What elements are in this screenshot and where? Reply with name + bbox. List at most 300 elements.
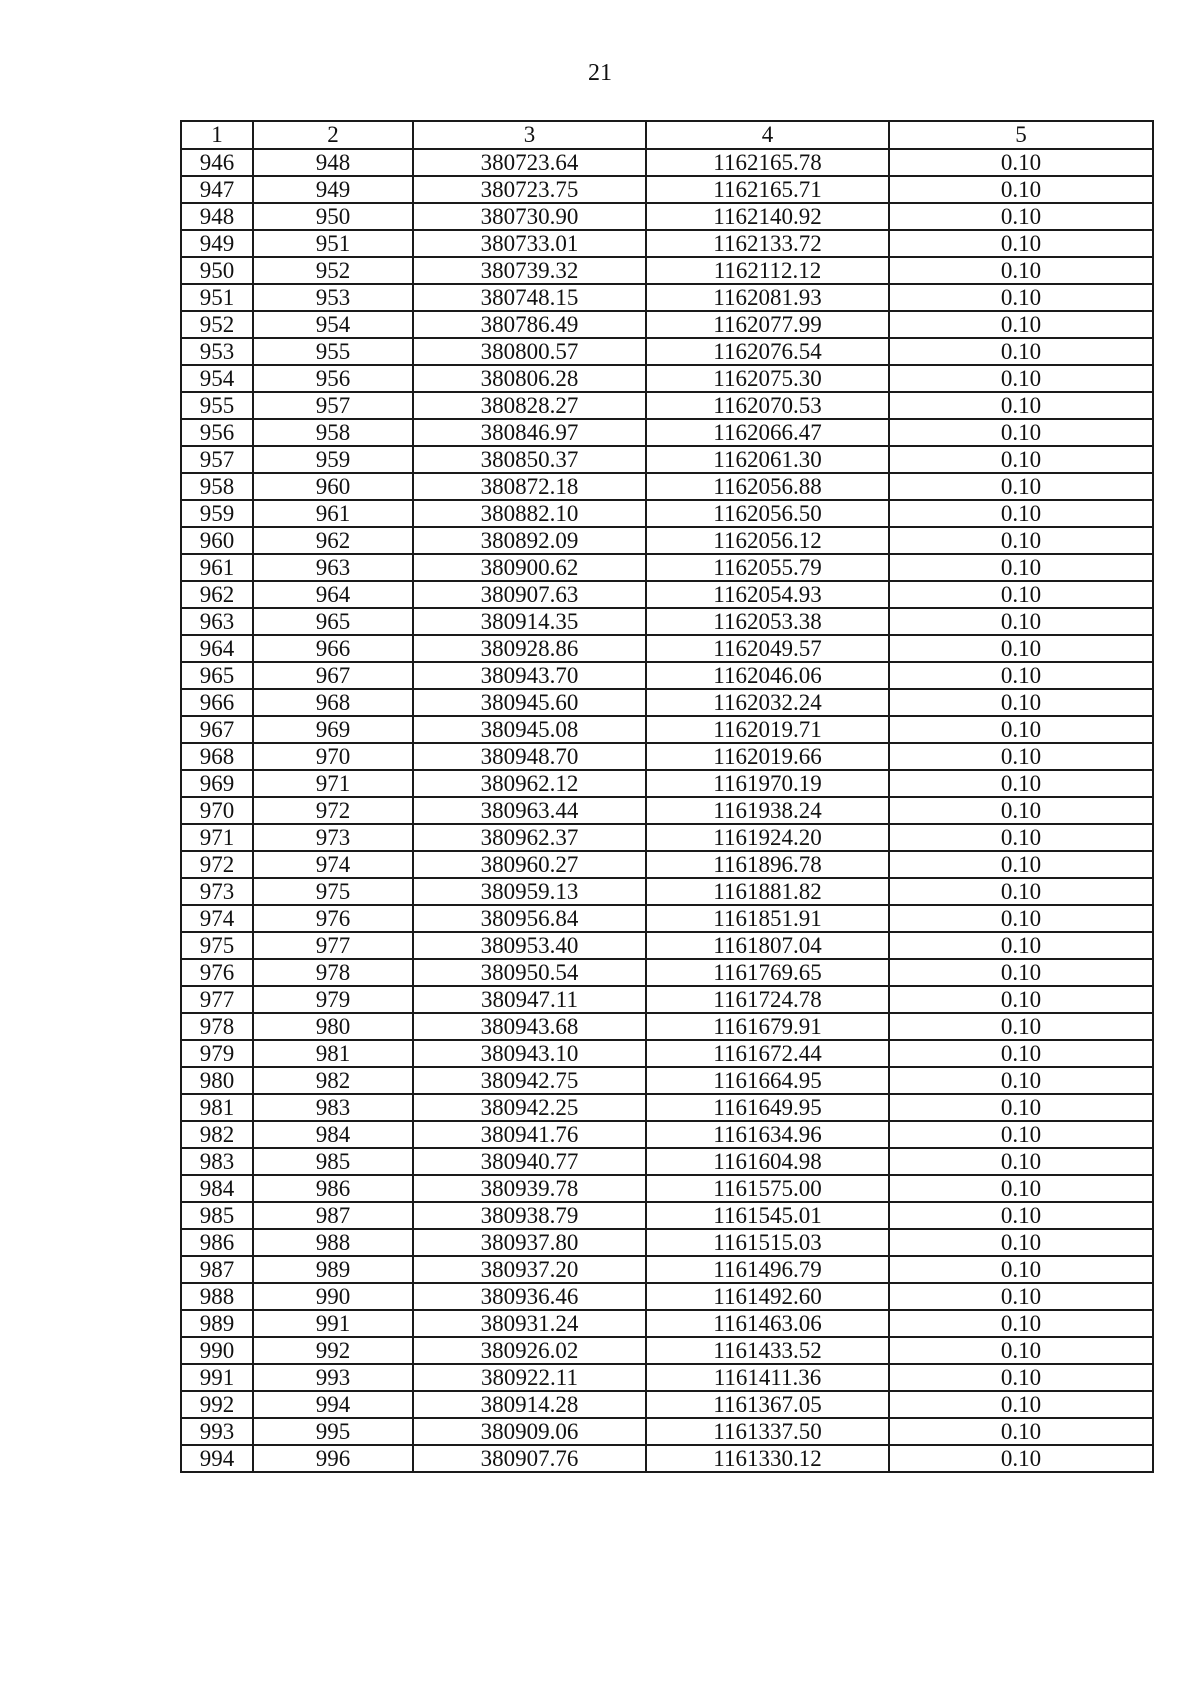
table-cell: 959 <box>181 500 253 527</box>
table-cell: 1161433.52 <box>646 1337 889 1364</box>
table-cell: 380956.84 <box>413 905 646 932</box>
table-row <box>181 527 1153 554</box>
table-cell: 950 <box>181 257 253 284</box>
table-cell: 980 <box>253 1013 413 1040</box>
table-row <box>181 635 1153 662</box>
table-cell: 380850.37 <box>413 446 646 473</box>
table-cell: 380937.80 <box>413 1229 646 1256</box>
table-cell: 948 <box>181 203 253 230</box>
table-cell: 0.10 <box>889 257 1153 284</box>
table-cell: 380942.25 <box>413 1094 646 1121</box>
table-cell: 0.10 <box>889 473 1153 500</box>
table-cell: 979 <box>181 1040 253 1067</box>
table-row <box>181 392 1153 419</box>
table-cell: 0.10 <box>889 1229 1153 1256</box>
table-row <box>181 176 1153 203</box>
table-cell: 0.10 <box>889 527 1153 554</box>
table-cell: 960 <box>181 527 253 554</box>
table-cell: 380939.78 <box>413 1175 646 1202</box>
table-row <box>181 1148 1153 1175</box>
table-row <box>181 473 1153 500</box>
table-row <box>181 689 1153 716</box>
table-cell: 1162066.47 <box>646 419 889 446</box>
table-cell: 380739.32 <box>413 257 646 284</box>
table-cell: 969 <box>253 716 413 743</box>
header-cell: 5 <box>889 121 1153 149</box>
table-cell: 380892.09 <box>413 527 646 554</box>
table-cell: 947 <box>181 176 253 203</box>
table-row <box>181 1283 1153 1310</box>
table-row <box>181 257 1153 284</box>
table-cell: 986 <box>253 1175 413 1202</box>
table-cell: 953 <box>253 284 413 311</box>
table-row <box>181 797 1153 824</box>
table-cell: 1161649.95 <box>646 1094 889 1121</box>
table-cell: 962 <box>253 527 413 554</box>
table-row <box>181 932 1153 959</box>
table-cell: 1161664.95 <box>646 1067 889 1094</box>
table-cell: 976 <box>181 959 253 986</box>
table-cell: 0.10 <box>889 1256 1153 1283</box>
table-cell: 1161515.03 <box>646 1229 889 1256</box>
table-cell: 970 <box>181 797 253 824</box>
table-cell: 380962.12 <box>413 770 646 797</box>
table-cell: 1161604.98 <box>646 1148 889 1175</box>
table-cell: 1161330.12 <box>646 1445 889 1472</box>
table-cell: 380828.27 <box>413 392 646 419</box>
table-cell: 0.10 <box>889 878 1153 905</box>
table-cell: 0.10 <box>889 176 1153 203</box>
table-cell: 955 <box>181 392 253 419</box>
table-cell: 0.10 <box>889 1391 1153 1418</box>
table-cell: 978 <box>253 959 413 986</box>
table-cell: 993 <box>253 1364 413 1391</box>
table-cell: 380928.86 <box>413 635 646 662</box>
table-cell: 0.10 <box>889 905 1153 932</box>
table-cell: 976 <box>253 905 413 932</box>
table-cell: 380945.08 <box>413 716 646 743</box>
table-cell: 966 <box>181 689 253 716</box>
table-cell: 380723.75 <box>413 176 646 203</box>
table-cell: 977 <box>253 932 413 959</box>
table-cell: 974 <box>253 851 413 878</box>
table-cell: 380800.57 <box>413 338 646 365</box>
table-cell: 1162054.93 <box>646 581 889 608</box>
table-cell: 1162019.71 <box>646 716 889 743</box>
table-cell: 380942.75 <box>413 1067 646 1094</box>
table-cell: 380936.46 <box>413 1283 646 1310</box>
table-cell: 0.10 <box>889 959 1153 986</box>
table-cell: 0.10 <box>889 797 1153 824</box>
table-cell: 380926.02 <box>413 1337 646 1364</box>
table-cell: 975 <box>253 878 413 905</box>
table-cell: 965 <box>181 662 253 689</box>
table-cell: 981 <box>181 1094 253 1121</box>
table-cell: 994 <box>181 1445 253 1472</box>
table-cell: 971 <box>253 770 413 797</box>
header-row <box>181 121 1153 149</box>
table-cell: 0.10 <box>889 770 1153 797</box>
table-cell: 954 <box>253 311 413 338</box>
table-cell: 380733.01 <box>413 230 646 257</box>
table-row <box>181 608 1153 635</box>
table-cell: 0.10 <box>889 1445 1153 1472</box>
table-cell: 990 <box>253 1283 413 1310</box>
table-cell: 1161938.24 <box>646 797 889 824</box>
table-row <box>181 230 1153 257</box>
table-cell: 380947.11 <box>413 986 646 1013</box>
table-cell: 1162133.72 <box>646 230 889 257</box>
table-cell: 0.10 <box>889 446 1153 473</box>
table-row <box>181 851 1153 878</box>
table-cell: 0.10 <box>889 1310 1153 1337</box>
table-cell: 961 <box>253 500 413 527</box>
table-cell: 380909.06 <box>413 1418 646 1445</box>
table-cell: 972 <box>181 851 253 878</box>
table-row <box>181 365 1153 392</box>
header-cell: 3 <box>413 121 646 149</box>
table-cell: 989 <box>181 1310 253 1337</box>
table-cell: 0.10 <box>889 203 1153 230</box>
table-cell: 1162077.99 <box>646 311 889 338</box>
table-cell: 1161545.01 <box>646 1202 889 1229</box>
table-cell: 0.10 <box>889 716 1153 743</box>
table-row <box>181 419 1153 446</box>
table-cell: 0.10 <box>889 392 1153 419</box>
table-cell: 975 <box>181 932 253 959</box>
table-cell: 982 <box>253 1067 413 1094</box>
table-cell: 968 <box>181 743 253 770</box>
table-cell: 988 <box>253 1229 413 1256</box>
table-cell: 964 <box>181 635 253 662</box>
table-cell: 991 <box>181 1364 253 1391</box>
table-cell: 981 <box>253 1040 413 1067</box>
table-row <box>181 581 1153 608</box>
table-cell: 380941.76 <box>413 1121 646 1148</box>
table-cell: 1161851.91 <box>646 905 889 932</box>
table-cell: 380948.70 <box>413 743 646 770</box>
table-body <box>181 149 1153 1472</box>
table-row <box>181 1364 1153 1391</box>
table-cell: 978 <box>181 1013 253 1040</box>
table-cell: 995 <box>253 1418 413 1445</box>
table-cell: 0.10 <box>889 1202 1153 1229</box>
table-cell: 380945.60 <box>413 689 646 716</box>
table-cell: 965 <box>253 608 413 635</box>
table-cell: 0.10 <box>889 149 1153 176</box>
table-cell: 972 <box>253 797 413 824</box>
table-cell: 1161970.19 <box>646 770 889 797</box>
table-cell: 1162165.78 <box>646 149 889 176</box>
table-cell: 991 <box>253 1310 413 1337</box>
table-cell: 992 <box>253 1337 413 1364</box>
table-cell: 983 <box>181 1148 253 1175</box>
table-cell: 380953.40 <box>413 932 646 959</box>
table-cell: 956 <box>181 419 253 446</box>
table-cell: 0.10 <box>889 581 1153 608</box>
table-cell: 380938.79 <box>413 1202 646 1229</box>
table-cell: 380914.28 <box>413 1391 646 1418</box>
table-cell: 380723.64 <box>413 149 646 176</box>
table-cell: 380959.13 <box>413 878 646 905</box>
table-cell: 948 <box>253 149 413 176</box>
table-cell: 1161924.20 <box>646 824 889 851</box>
table-cell: 973 <box>253 824 413 851</box>
table-cell: 949 <box>253 176 413 203</box>
table-cell: 973 <box>181 878 253 905</box>
table-row <box>181 986 1153 1013</box>
table-row <box>181 1256 1153 1283</box>
table-cell: 0.10 <box>889 1283 1153 1310</box>
table-cell: 380786.49 <box>413 311 646 338</box>
table-row <box>181 1175 1153 1202</box>
table-cell: 992 <box>181 1391 253 1418</box>
table-cell: 1161896.78 <box>646 851 889 878</box>
table-cell: 380940.77 <box>413 1148 646 1175</box>
table-row <box>181 284 1153 311</box>
table-cell: 970 <box>253 743 413 770</box>
table-cell: 380922.11 <box>413 1364 646 1391</box>
table-row <box>181 1391 1153 1418</box>
table-cell: 984 <box>181 1175 253 1202</box>
table-cell: 964 <box>253 581 413 608</box>
table-cell: 1161575.00 <box>646 1175 889 1202</box>
table-cell: 0.10 <box>889 1337 1153 1364</box>
table-cell: 1161769.65 <box>646 959 889 986</box>
table-cell: 380846.97 <box>413 419 646 446</box>
table-row <box>181 1094 1153 1121</box>
table-cell: 380962.37 <box>413 824 646 851</box>
table-cell: 380907.63 <box>413 581 646 608</box>
table-cell: 0.10 <box>889 689 1153 716</box>
table-cell: 380950.54 <box>413 959 646 986</box>
table-row <box>181 149 1153 176</box>
table-cell: 952 <box>253 257 413 284</box>
table-cell: 1162056.88 <box>646 473 889 500</box>
table-cell: 0.10 <box>889 554 1153 581</box>
table-cell: 1162075.30 <box>646 365 889 392</box>
table-row <box>181 1310 1153 1337</box>
table-cell: 0.10 <box>889 500 1153 527</box>
table-cell: 946 <box>181 149 253 176</box>
table-cell: 1161367.05 <box>646 1391 889 1418</box>
table-cell: 1162061.30 <box>646 446 889 473</box>
table-cell: 1161679.91 <box>646 1013 889 1040</box>
table-row <box>181 500 1153 527</box>
table-cell: 953 <box>181 338 253 365</box>
table-cell: 954 <box>181 365 253 392</box>
table-cell: 0.10 <box>889 230 1153 257</box>
table-cell: 958 <box>181 473 253 500</box>
table-cell: 0.10 <box>889 824 1153 851</box>
table-row <box>181 1067 1153 1094</box>
table-cell: 987 <box>253 1202 413 1229</box>
table-cell: 957 <box>181 446 253 473</box>
table-cell: 0.10 <box>889 1175 1153 1202</box>
table-cell: 963 <box>181 608 253 635</box>
table-row <box>181 338 1153 365</box>
table-cell: 0.10 <box>889 743 1153 770</box>
table-row <box>181 1337 1153 1364</box>
table-cell: 985 <box>253 1148 413 1175</box>
table-cell: 955 <box>253 338 413 365</box>
table-cell: 0.10 <box>889 635 1153 662</box>
table-cell: 380872.18 <box>413 473 646 500</box>
table-cell: 1161807.04 <box>646 932 889 959</box>
table-cell: 959 <box>253 446 413 473</box>
table-cell: 996 <box>253 1445 413 1472</box>
table-cell: 957 <box>253 392 413 419</box>
table-cell: 0.10 <box>889 1013 1153 1040</box>
table-row <box>181 203 1153 230</box>
table-cell: 380748.15 <box>413 284 646 311</box>
table-cell: 962 <box>181 581 253 608</box>
table-cell: 380907.76 <box>413 1445 646 1472</box>
table-cell: 982 <box>181 1121 253 1148</box>
table-row <box>181 1121 1153 1148</box>
table-cell: 967 <box>181 716 253 743</box>
table-cell: 0.10 <box>889 419 1153 446</box>
table-cell: 980 <box>181 1067 253 1094</box>
table-cell: 1161881.82 <box>646 878 889 905</box>
table-cell: 983 <box>253 1094 413 1121</box>
table-cell: 0.10 <box>889 1148 1153 1175</box>
table-row <box>181 446 1153 473</box>
table-cell: 1162046.06 <box>646 662 889 689</box>
header-cell: 2 <box>253 121 413 149</box>
table-cell: 1162049.57 <box>646 635 889 662</box>
table-row <box>181 743 1153 770</box>
table-cell: 949 <box>181 230 253 257</box>
table-cell: 380806.28 <box>413 365 646 392</box>
table-cell: 1162112.12 <box>646 257 889 284</box>
table-cell: 979 <box>253 986 413 1013</box>
table-cell: 1162056.50 <box>646 500 889 527</box>
table-cell: 0.10 <box>889 311 1153 338</box>
table-row <box>181 1202 1153 1229</box>
table-cell: 0.10 <box>889 1121 1153 1148</box>
table-cell: 1162140.92 <box>646 203 889 230</box>
table-cell: 990 <box>181 1337 253 1364</box>
table-cell: 0.10 <box>889 662 1153 689</box>
coordinates-table <box>180 120 1154 1473</box>
table-cell: 0.10 <box>889 851 1153 878</box>
table-cell: 0.10 <box>889 284 1153 311</box>
table-cell: 1161724.78 <box>646 986 889 1013</box>
table-cell: 971 <box>181 824 253 851</box>
table-row <box>181 1013 1153 1040</box>
table-cell: 380931.24 <box>413 1310 646 1337</box>
table-cell: 1161492.60 <box>646 1283 889 1310</box>
table-cell: 380900.62 <box>413 554 646 581</box>
table-cell: 1162053.38 <box>646 608 889 635</box>
table-cell: 380960.27 <box>413 851 646 878</box>
table-row <box>181 878 1153 905</box>
table-cell: 0.10 <box>889 1364 1153 1391</box>
table-cell: 380937.20 <box>413 1256 646 1283</box>
table-cell: 1162076.54 <box>646 338 889 365</box>
table-cell: 950 <box>253 203 413 230</box>
table-cell: 967 <box>253 662 413 689</box>
table-cell: 1162165.71 <box>646 176 889 203</box>
table-cell: 1162081.93 <box>646 284 889 311</box>
table-cell: 961 <box>181 554 253 581</box>
table-row <box>181 554 1153 581</box>
table-cell: 966 <box>253 635 413 662</box>
table-cell: 968 <box>253 689 413 716</box>
table-row <box>181 1040 1153 1067</box>
table-cell: 0.10 <box>889 338 1153 365</box>
table-cell: 963 <box>253 554 413 581</box>
table-row <box>181 716 1153 743</box>
table-cell: 380943.68 <box>413 1013 646 1040</box>
table-cell: 0.10 <box>889 1418 1153 1445</box>
table-cell: 0.10 <box>889 365 1153 392</box>
table-cell: 987 <box>181 1256 253 1283</box>
table-cell: 969 <box>181 770 253 797</box>
table-cell: 958 <box>253 419 413 446</box>
table-cell: 1162070.53 <box>646 392 889 419</box>
header-cell: 1 <box>181 121 253 149</box>
table-cell: 951 <box>253 230 413 257</box>
table-cell: 1162019.66 <box>646 743 889 770</box>
table-cell: 993 <box>181 1418 253 1445</box>
table-cell: 0.10 <box>889 1040 1153 1067</box>
table-cell: 974 <box>181 905 253 932</box>
table-cell: 1162056.12 <box>646 527 889 554</box>
table-row <box>181 662 1153 689</box>
table-cell: 380882.10 <box>413 500 646 527</box>
table-row <box>181 905 1153 932</box>
table-header <box>181 121 1153 149</box>
table-cell: 0.10 <box>889 986 1153 1013</box>
table-row <box>181 770 1153 797</box>
table-cell: 985 <box>181 1202 253 1229</box>
table-cell: 1161496.79 <box>646 1256 889 1283</box>
header-cell: 4 <box>646 121 889 149</box>
table-cell: 956 <box>253 365 413 392</box>
table-cell: 952 <box>181 311 253 338</box>
table-cell: 951 <box>181 284 253 311</box>
table-cell: 0.10 <box>889 1067 1153 1094</box>
table-row <box>181 1445 1153 1472</box>
table-cell: 1161463.06 <box>646 1310 889 1337</box>
table-cell: 1162055.79 <box>646 554 889 581</box>
table-cell: 0.10 <box>889 1094 1153 1121</box>
table-row <box>181 824 1153 851</box>
table-cell: 0.10 <box>889 608 1153 635</box>
table-cell: 960 <box>253 473 413 500</box>
table-row <box>181 1229 1153 1256</box>
table-cell: 1161411.36 <box>646 1364 889 1391</box>
table-row <box>181 1418 1153 1445</box>
table-cell: 380963.44 <box>413 797 646 824</box>
table-cell: 988 <box>181 1283 253 1310</box>
table-cell: 380943.10 <box>413 1040 646 1067</box>
table-cell: 1162032.24 <box>646 689 889 716</box>
table-cell: 984 <box>253 1121 413 1148</box>
table-cell: 986 <box>181 1229 253 1256</box>
table-cell: 380914.35 <box>413 608 646 635</box>
table-cell: 994 <box>253 1391 413 1418</box>
table-cell: 0.10 <box>889 932 1153 959</box>
table-row <box>181 959 1153 986</box>
table-row <box>181 311 1153 338</box>
table-cell: 977 <box>181 986 253 1013</box>
table-cell: 1161337.50 <box>646 1418 889 1445</box>
table-cell: 989 <box>253 1256 413 1283</box>
table-cell: 1161634.96 <box>646 1121 889 1148</box>
